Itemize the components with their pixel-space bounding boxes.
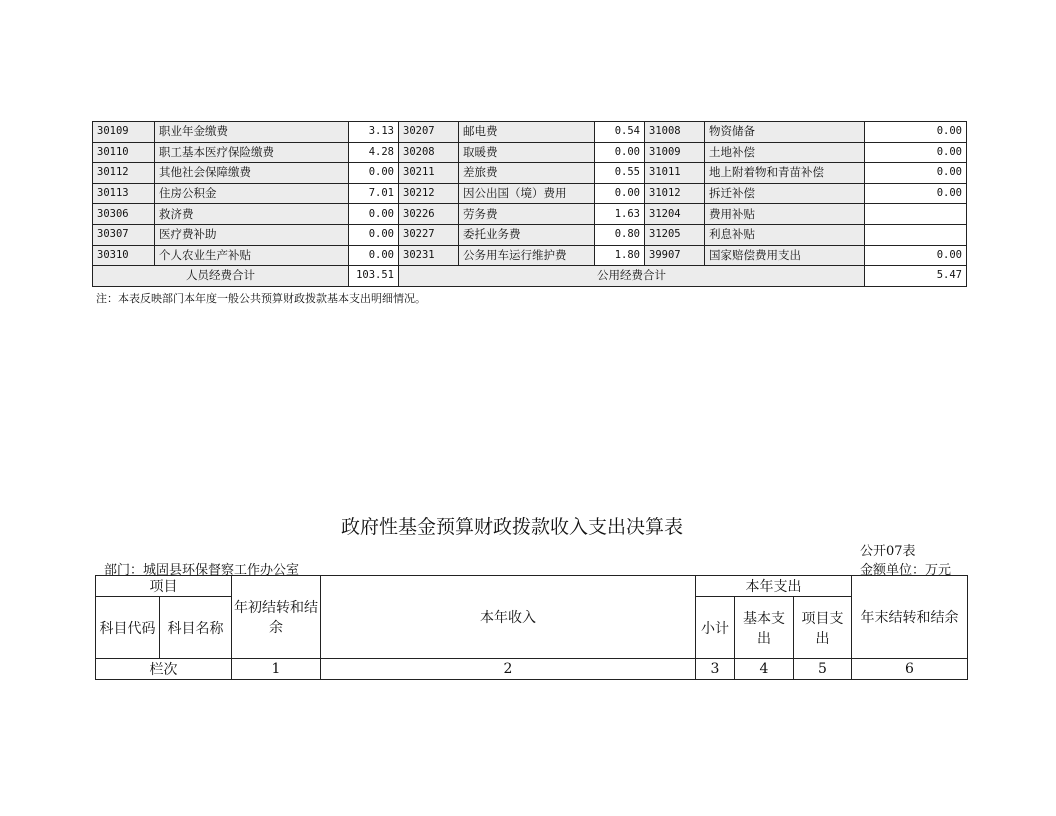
personnel-total-label: 人员经费合计 (93, 266, 349, 287)
col-1: 1 (232, 659, 321, 680)
expense-name: 拆迁补偿 (705, 183, 865, 204)
expense-name: 其他社会保障缴费 (155, 163, 349, 184)
expense-code: 30113 (93, 183, 155, 204)
government-fund-table (95, 575, 968, 680)
table-row (93, 204, 967, 225)
expense-name: 土地补偿 (705, 142, 865, 163)
header-end-balance: 年末结转和结余 (852, 576, 968, 659)
col-4: 4 (735, 659, 794, 680)
expense-name: 公务用车运行维护费 (459, 245, 595, 266)
expense-name: 委托业务费 (459, 224, 595, 245)
expense-code: 31008 (645, 122, 705, 143)
expense-code: 30207 (399, 122, 459, 143)
expense-code: 31012 (645, 183, 705, 204)
expense-name: 国家赔偿费用支出 (705, 245, 865, 266)
expense-name: 取暖费 (459, 142, 595, 163)
expense-code: 30208 (399, 142, 459, 163)
header-income: 本年收入 (321, 576, 696, 659)
expense-value: 0.00 (865, 183, 967, 204)
expense-name: 住房公积金 (155, 183, 349, 204)
expense-code: 31205 (645, 224, 705, 245)
department-label: 部门：城固县环保督察工作办公室 (104, 563, 300, 578)
expense-name: 医疗费补助 (155, 224, 349, 245)
expense-code: 30307 (93, 224, 155, 245)
table-row (93, 245, 967, 266)
expense-code: 31011 (645, 163, 705, 184)
expense-name: 劳务费 (459, 204, 595, 225)
expense-name: 职业年金缴费 (155, 122, 349, 143)
col-3: 3 (696, 659, 735, 680)
header-expense: 本年支出 (696, 576, 852, 597)
expense-value: 0.55 (595, 163, 645, 184)
expense-name: 职工基本医疗保险缴费 (155, 142, 349, 163)
expense-value: 1.80 (595, 245, 645, 266)
expense-code: 30227 (399, 224, 459, 245)
expense-name: 地上附着物和青苗补偿 (705, 163, 865, 184)
public-total-value: 5.47 (865, 266, 967, 287)
table-row (93, 183, 967, 204)
expense-value: 0.80 (595, 224, 645, 245)
table-row (93, 163, 967, 184)
header-basic: 基本支出 (735, 597, 794, 659)
header-subtotal: 小计 (696, 597, 735, 659)
expense-value: 0.00 (595, 183, 645, 204)
expense-value: 0.00 (865, 122, 967, 143)
expense-name: 个人农业生产补贴 (155, 245, 349, 266)
expense-name: 物资储备 (705, 122, 865, 143)
expense-code: 30109 (93, 122, 155, 143)
col-6: 6 (852, 659, 968, 680)
expense-value: 0.00 (865, 142, 967, 163)
expense-name: 差旅费 (459, 163, 595, 184)
expense-code: 30231 (399, 245, 459, 266)
basic-expense-detail-table (92, 121, 967, 287)
table-row (93, 142, 967, 163)
expense-value: 1.63 (595, 204, 645, 225)
expense-value: 0.54 (595, 122, 645, 143)
table-note: 注：本表反映部门本年度一般公共预算财政拨款基本支出明细情况。 (96, 292, 426, 305)
expense-name: 邮电费 (459, 122, 595, 143)
expense-code: 30306 (93, 204, 155, 225)
expense-value: 0.00 (349, 245, 399, 266)
expense-code: 30112 (93, 163, 155, 184)
header-item: 项目 (96, 576, 232, 597)
expense-value: 0.00 (595, 142, 645, 163)
public-total-label: 公用经费合计 (399, 266, 865, 287)
expense-code: 30212 (399, 183, 459, 204)
expense-code: 31204 (645, 204, 705, 225)
col-row-label: 栏次 (96, 659, 232, 680)
total-row (93, 266, 967, 287)
personnel-total-value: 103.51 (349, 266, 399, 287)
col-2: 2 (321, 659, 696, 680)
expense-value: 0.00 (865, 245, 967, 266)
expense-code: 30310 (93, 245, 155, 266)
expense-value (865, 224, 967, 245)
expense-value: 0.00 (349, 224, 399, 245)
expense-code: 39907 (645, 245, 705, 266)
form-number: 公开07表 (860, 544, 916, 559)
column-number-row (96, 659, 968, 680)
expense-value (865, 204, 967, 225)
expense-value: 0.00 (865, 163, 967, 184)
expense-code: 30226 (399, 204, 459, 225)
header-begin-balance: 年初结转和结余 (232, 576, 321, 659)
expense-value: 0.00 (349, 163, 399, 184)
expense-name: 费用补贴 (705, 204, 865, 225)
expense-code: 31009 (645, 142, 705, 163)
unit-label: 金额单位：万元 (860, 563, 952, 578)
expense-value: 3.13 (349, 122, 399, 143)
header-project: 项目支出 (794, 597, 852, 659)
header-name: 科目名称 (160, 597, 232, 659)
header-code: 科目代码 (96, 597, 160, 659)
col-5: 5 (794, 659, 852, 680)
expense-name: 救济费 (155, 204, 349, 225)
expense-value: 7.01 (349, 183, 399, 204)
expense-value: 4.28 (349, 142, 399, 163)
page-title: 政府性基金预算财政拨款收入支出决算表 (340, 516, 683, 538)
expense-name: 利息补贴 (705, 224, 865, 245)
expense-code: 30211 (399, 163, 459, 184)
expense-value: 0.00 (349, 204, 399, 225)
table-row (93, 224, 967, 245)
expense-code: 30110 (93, 142, 155, 163)
expense-name: 因公出国（境）费用 (459, 183, 595, 204)
table-row (93, 122, 967, 143)
